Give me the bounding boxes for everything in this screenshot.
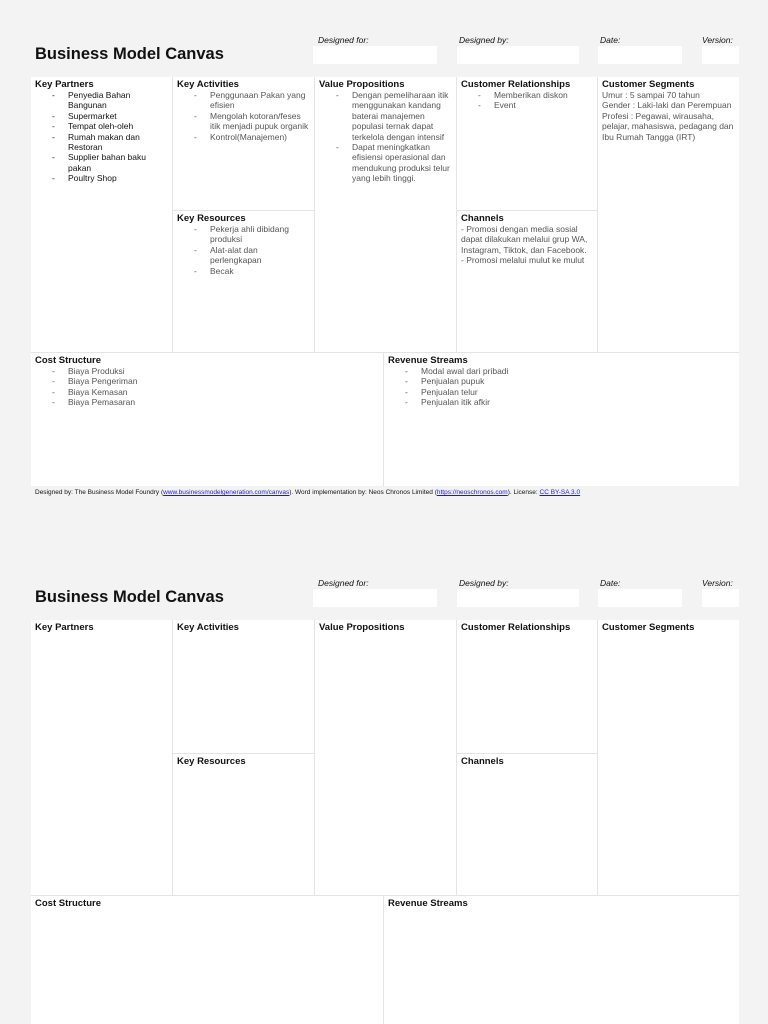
neoschronos-link[interactable]: https://neoschronos.com: [436, 489, 508, 496]
list-item: - Biaya Produksi: [52, 366, 125, 376]
customer-segments-title: Customer Segments: [602, 622, 695, 633]
version-field[interactable]: [702, 589, 739, 607]
list-item: - Penjualan itik afkir: [405, 397, 490, 408]
value-propositions-list: [319, 90, 452, 184]
value-propositions-title: Value Propositions: [319, 622, 405, 633]
date-field[interactable]: [598, 589, 682, 607]
designed-by-field[interactable]: [457, 589, 579, 607]
list-item: - Supplier bahan baku pakan: [52, 152, 146, 173]
list-item: - Poultry Shop: [52, 173, 117, 184]
key-resources-list: [177, 224, 310, 276]
key-activities-cell[interactable]: [173, 77, 315, 211]
customer-segments-cell[interactable]: [598, 620, 739, 896]
cost-structure-title: Cost Structure: [35, 355, 101, 366]
list-item: - Biaya Pengeriman: [52, 376, 138, 387]
key-resources-cell[interactable]: [173, 211, 315, 353]
customer-relationships-cell[interactable]: [457, 77, 598, 211]
key-activities-title: Key Activities: [177, 79, 239, 90]
key-activities-cell[interactable]: [173, 620, 315, 754]
revenue-streams-title: Revenue Streams: [388, 355, 468, 366]
revenue-streams-list: [388, 366, 735, 408]
bmg-canvas-link[interactable]: www.businessmodelgeneration.com/canvas: [163, 489, 290, 496]
designed-for-field[interactable]: [313, 46, 437, 64]
channels-title: Channels: [461, 213, 504, 224]
customer-relationships-cell[interactable]: [457, 620, 598, 754]
date-field[interactable]: [598, 46, 682, 64]
channels-cell[interactable]: [457, 211, 598, 353]
designed-by-field[interactable]: [457, 46, 579, 64]
list-item: - Penggunaan Pakan yang efisien: [194, 90, 306, 111]
footer-credits: Designed by: The Business Model Foundry (www.businessmodelgeneration.com/canvas). Word implementation by: Neos Chronos Limited (https://neoschronos.com). License: CC BY-SA 3.0: [35, 489, 581, 496]
list-item: - Becak: [194, 265, 234, 276]
customer-relationships-title: Customer Relationships: [461, 79, 571, 90]
key-partners-cell[interactable]: [31, 77, 173, 353]
cost-structure-cell[interactable]: [31, 353, 384, 486]
designed-for-label: Designed for:: [318, 578, 369, 588]
key-partners-list: [35, 90, 168, 184]
revenue-streams-title: Revenue Streams: [388, 898, 468, 909]
list-item: - Rumah makan dan Restoran: [52, 131, 140, 153]
list-item: - Kontrol(Manajemen): [194, 131, 288, 142]
version-field[interactable]: [702, 46, 739, 64]
list-item: - Pekerja ahli dibidang produksi: [194, 224, 289, 245]
license-link[interactable]: CC BY-SA 3.0: [539, 489, 581, 496]
cost-structure-title: Cost Structure: [35, 898, 101, 909]
list-item: - Modal awal dari pribadi: [405, 366, 509, 376]
list-item: - Supermarket: [52, 110, 117, 121]
key-resources-title: Key Resources: [177, 756, 246, 767]
customer-relationships-list: [461, 90, 593, 111]
list-item: - Biaya Kemasan: [52, 386, 128, 397]
designed-by-label: Designed by:: [459, 578, 509, 588]
list-item: - Alat-alat dan perlengkapan: [194, 244, 262, 266]
list-item: - Tempat oleh-oleh: [52, 121, 134, 132]
customer-segments-title: Customer Segments: [602, 79, 695, 90]
key-resources-cell[interactable]: [173, 754, 315, 896]
list-item: - Memberikan diskon: [478, 90, 568, 100]
key-activities-list: [177, 90, 310, 142]
date-label: Date:: [600, 578, 621, 588]
value-propositions-title: Value Propositions: [319, 79, 405, 90]
list-item: - Dapat meningkatkan efisiensi operasional dan mendukung produksi telur yang lebih tinggi.: [336, 142, 450, 184]
canvas-grid: [31, 77, 739, 486]
list-item: - Penjualan pupuk: [405, 376, 485, 387]
key-partners-title: Key Partners: [35, 79, 94, 90]
canvas-title: Business Model Canvas: [35, 45, 224, 63]
customer-relationships-title: Customer Relationships: [461, 622, 571, 633]
channels-title: Channels: [461, 756, 504, 767]
key-resources-title: Key Resources: [177, 213, 246, 224]
value-propositions-cell[interactable]: [315, 77, 457, 353]
revenue-streams-cell[interactable]: [384, 353, 739, 486]
revenue-streams-cell[interactable]: [384, 896, 739, 1024]
date-label: Date:: [600, 35, 621, 45]
customer-segments-line: Umur : 5 sampai 70 tahun: [602, 90, 700, 100]
key-activities-title: Key Activities: [177, 622, 239, 633]
customer-segments-line: Gender : Laki-laki dan Perempuan: [602, 100, 732, 111]
channels-line: - Promosi dengan media sosial dapat dilakukan melalui grup WA, Instagram, Tiktok, dan Facebook.: [461, 224, 588, 255]
list-item: - Dengan pemeliharaan itik menggunakan kandang baterai manajemen populasi ternak dapat terkelola dengan intensif: [336, 90, 449, 142]
list-item: - Penjualan telur: [405, 386, 478, 397]
version-label: Version:: [702, 578, 733, 588]
list-item: - Event: [478, 100, 516, 111]
key-partners-title: Key Partners: [35, 622, 94, 633]
designed-for-field[interactable]: [313, 589, 437, 607]
version-label: Version:: [702, 35, 733, 45]
customer-segments-line: Profesi : Pegawai, wirausaha, pelajar, mahasiswa, pedagang dan Ibu Rumah Tangga (IRT): [602, 110, 734, 142]
designed-for-label: Designed for:: [318, 35, 369, 45]
channels-cell[interactable]: [457, 754, 598, 896]
cost-structure-cell[interactable]: [31, 896, 384, 1024]
cost-structure-list: [35, 366, 379, 408]
channels-line: - Promosi melalui mulut ke mulut: [461, 255, 585, 266]
customer-segments-cell[interactable]: [598, 77, 739, 353]
list-item: - Biaya Pemasaran: [52, 397, 136, 408]
designed-by-label: Designed by:: [459, 35, 509, 45]
canvas-title: Business Model Canvas: [35, 588, 224, 606]
key-partners-cell[interactable]: [31, 620, 173, 896]
list-item: - Mengolah kotoran/feses itik menjadi pupuk organik: [194, 110, 309, 132]
list-item: - Penyedia Bahan Bangunan: [52, 90, 131, 111]
canvas-grid: [31, 620, 739, 1024]
value-propositions-cell[interactable]: [315, 620, 457, 896]
